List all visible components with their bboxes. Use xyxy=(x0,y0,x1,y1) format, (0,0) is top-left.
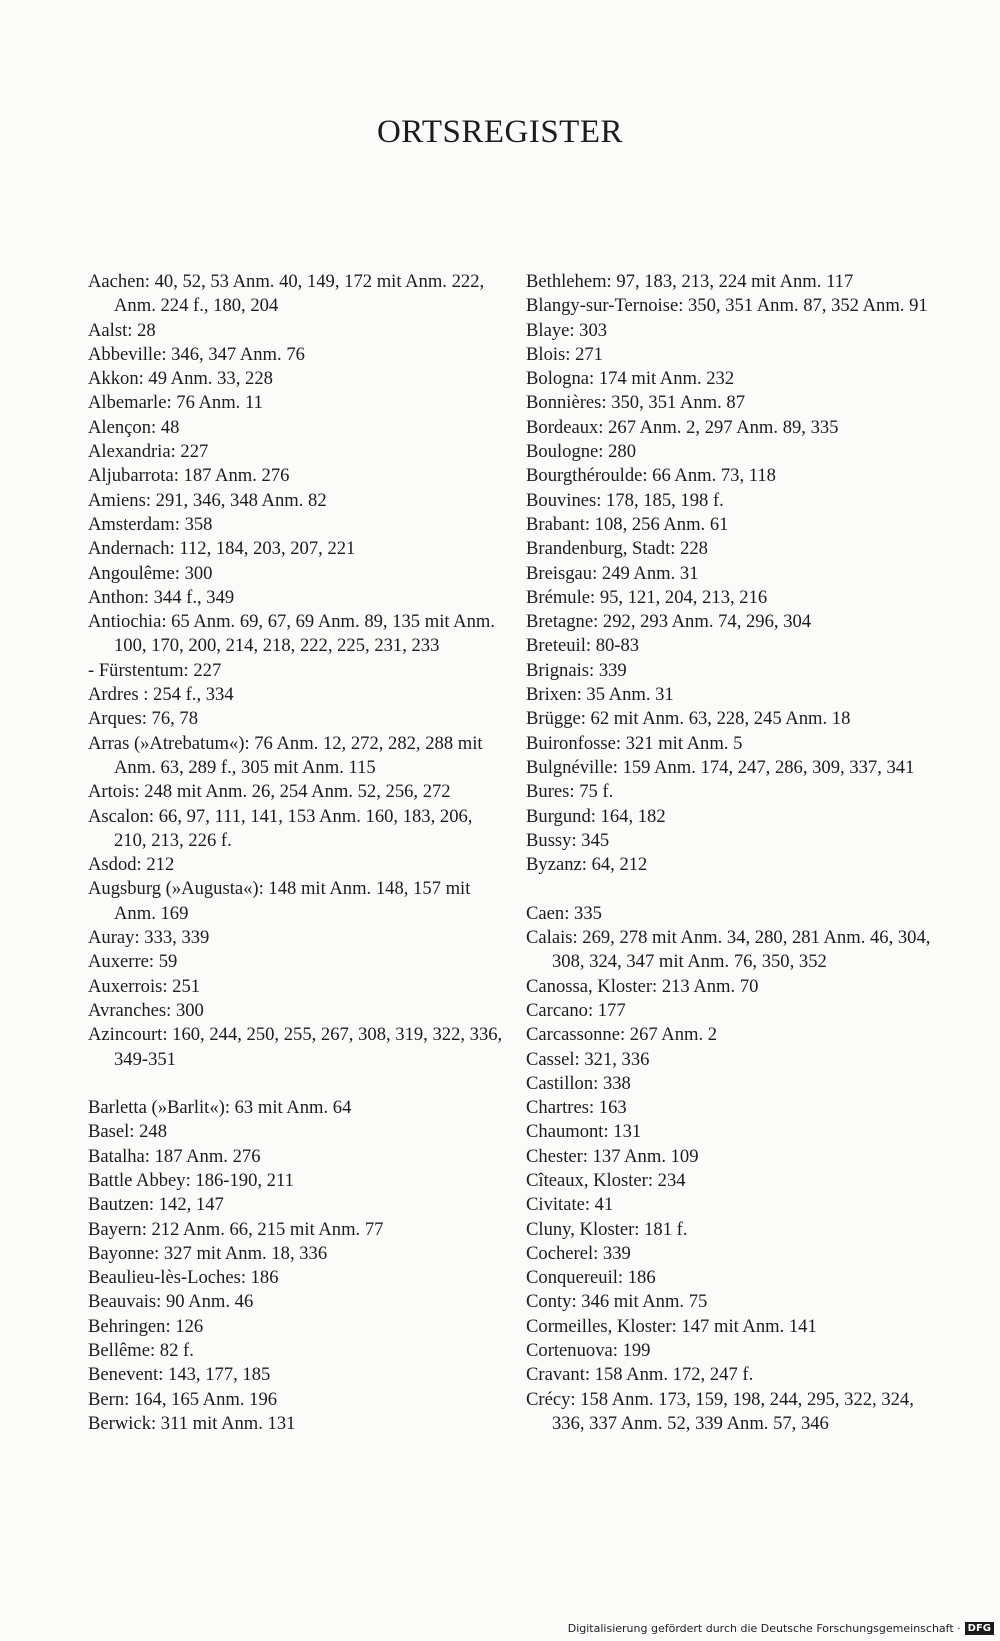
index-entry: Abbeville: 346, 347 Anm. 76 xyxy=(88,343,305,365)
index-entry: Cocherel: 339 xyxy=(526,1242,631,1264)
index-entry: Augsburg (»Augusta«): 148 mit Anm. 148, 157 mit Anm. 169 xyxy=(88,878,471,924)
index-entry: Barletta (»Barlit«): 63 mit Anm. 64 xyxy=(88,1097,352,1119)
index-entry: Antiochia: 65 Anm. 69, 67, 69 Anm. 89, 135 mit Anm. 100, 170, 200, 214, 218, 222, 225, 231, 233 xyxy=(88,611,496,657)
index-entry: Bern: 164, 165 Anm. 196 xyxy=(88,1388,278,1410)
index-entry: Cravant: 158 Anm. 172, 247 f. xyxy=(526,1364,754,1386)
index-entry: Alençon: 48 xyxy=(88,416,180,438)
index-entry: Bayonne: 327 mit Anm. 18, 336 xyxy=(88,1242,328,1264)
index-entry: Canossa, Kloster: 213 Anm. 70 xyxy=(526,975,759,997)
index-entry: Blaye: 303 xyxy=(526,319,608,341)
index-entry: Cortenuova: 199 xyxy=(526,1340,651,1362)
index-entry: Brabant: 108, 256 Anm. 61 xyxy=(526,513,729,535)
index-entry: Artois: 248 mit Anm. 26, 254 Anm. 52, 256, 272 xyxy=(88,781,451,803)
index-entry: Conty: 346 mit Anm. 75 xyxy=(526,1291,708,1313)
index-entry: Amiens: 291, 346, 348 Anm. 82 xyxy=(88,489,327,511)
section-gap xyxy=(526,877,946,901)
index-entry: Bulgnéville: 159 Anm. 174, 247, 286, 309, 337, 341 xyxy=(526,756,915,778)
index-entry: Bayern: 212 Anm. 66, 215 mit Anm. 77 xyxy=(88,1218,384,1240)
index-entry: Auxerre: 59 xyxy=(88,951,178,973)
index-entry: Aachen: 40, 52, 53 Anm. 40, 149, 172 mit Anm. 222, Anm. 224 f., 180, 204 xyxy=(88,271,485,317)
index-entry: Burgund: 164, 182 xyxy=(526,805,666,827)
index-entry: Cassel: 321, 336 xyxy=(526,1048,650,1070)
index-entry: Breteuil: 80-83 xyxy=(526,635,640,657)
index-entry: Akkon: 49 Anm. 33, 228 xyxy=(88,368,273,390)
index-entry: Bellême: 82 f. xyxy=(88,1340,194,1362)
index-entry: - Fürstentum: 227 xyxy=(88,659,222,681)
index-entry: Carcano: 177 xyxy=(526,999,626,1021)
index-entry: Angoulême: 300 xyxy=(88,562,213,584)
index-entry: Caen: 335 xyxy=(526,902,602,924)
index-entry: Chaumont: 131 xyxy=(526,1121,642,1143)
index-entry: Behringen: 126 xyxy=(88,1315,204,1337)
index-entry: Cluny, Kloster: 181 f. xyxy=(526,1218,688,1240)
index-entry: Byzanz: 64, 212 xyxy=(526,854,648,876)
index-entry: Cîteaux, Kloster: 234 xyxy=(526,1169,686,1191)
index-entry: Crécy: 158 Anm. 173, 159, 198, 244, 295, 322, 324, 336, 337 Anm. 52, 339 Anm. 57, 346 xyxy=(526,1388,914,1434)
index-column-left xyxy=(88,270,508,1436)
index-entry: Buironfosse: 321 mit Anm. 5 xyxy=(526,732,743,754)
index-entry: Bordeaux: 267 Anm. 2, 297 Anm. 89, 335 xyxy=(526,416,839,438)
index-entry: Asdod: 212 xyxy=(88,854,175,876)
index-entry: Albemarle: 76 Anm. 11 xyxy=(88,392,263,414)
index-entry: Conquereuil: 186 xyxy=(526,1267,656,1289)
index-entry: Bouvines: 178, 185, 198 f. xyxy=(526,489,724,511)
index-entry: Carcassonne: 267 Anm. 2 xyxy=(526,1024,718,1046)
index-entry: Calais: 269, 278 mit Anm. 34, 280, 281 Anm. 46, 304, 308, 324, 347 mit Anm. 76, 350, 352 xyxy=(526,927,931,973)
index-entry: Brémule: 95, 121, 204, 213, 216 xyxy=(526,586,768,608)
index-entry: Aljubarrota: 187 Anm. 276 xyxy=(88,465,290,487)
index-entry: Chester: 137 Anm. 109 xyxy=(526,1145,699,1167)
index-entry: Bourgthéroulde: 66 Anm. 73, 118 xyxy=(526,465,776,487)
index-entry: Civitate: 41 xyxy=(526,1194,614,1216)
index-entry: Arras (»Atrebatum«): 76 Anm. 12, 272, 282, 288 mit Anm. 63, 289 f., 305 mit Anm. 115 xyxy=(88,732,483,778)
index-entry: Blangy-sur-Ternoise: 350, 351 Anm. 87, 352 Anm. 91 xyxy=(526,295,928,317)
index-entry: Bussy: 345 xyxy=(526,829,610,851)
index-entry: Beauvais: 90 Anm. 46 xyxy=(88,1291,254,1313)
index-entry: Brixen: 35 Anm. 31 xyxy=(526,684,674,706)
dfg-logo-icon: DFG xyxy=(965,1622,994,1635)
page-title: ORTSREGISTER xyxy=(376,114,624,150)
index-entry: Brandenburg, Stadt: 228 xyxy=(526,538,708,560)
index-entry: Auray: 333, 339 xyxy=(88,927,210,949)
index-entry: Bautzen: 142, 147 xyxy=(88,1194,224,1216)
index-column-right xyxy=(526,270,946,1436)
index-entry: Brügge: 62 mit Anm. 63, 228, 245 Anm. 18 xyxy=(526,708,851,730)
index-entry: Anthon: 344 f., 349 xyxy=(88,586,235,608)
index-entry: Arques: 76, 78 xyxy=(88,708,199,730)
index-entry: Bethlehem: 97, 183, 213, 224 mit Anm. 117 xyxy=(526,271,854,292)
section-gap xyxy=(88,1072,508,1096)
index-entry: Battle Abbey: 186-190, 211 xyxy=(88,1169,294,1191)
index-entry: Ascalon: 66, 97, 111, 141, 153 Anm. 160, 183, 206, 210, 213, 226 f. xyxy=(88,805,473,851)
index-entry: Andernach: 112, 184, 203, 207, 221 xyxy=(88,538,356,560)
index-entry: Bonnières: 350, 351 Anm. 87 xyxy=(526,392,745,414)
index-entry: Castillon: 338 xyxy=(526,1072,631,1094)
footer-text: Digitalisierung gefördert durch die Deutsche Forschungsgemeinschaft · xyxy=(567,1622,961,1635)
index-entry: Batalha: 187 Anm. 276 xyxy=(88,1145,261,1167)
index-entry: Berwick: 311 mit Anm. 131 xyxy=(88,1412,296,1434)
footer xyxy=(568,1622,994,1635)
index-entry: Bretagne: 292, 293 Anm. 74, 296, 304 xyxy=(526,611,812,633)
index-entry: Chartres: 163 xyxy=(526,1097,627,1119)
index-entry: Blois: 271 xyxy=(526,343,603,365)
index-entry: Auxerrois: 251 xyxy=(88,975,201,997)
index-entry: Bures: 75 f. xyxy=(526,781,614,803)
index-entry: Benevent: 143, 177, 185 xyxy=(88,1364,271,1386)
index-entry: Beaulieu-lès-Loches: 186 xyxy=(88,1267,279,1289)
index-entry: Basel: 248 xyxy=(88,1121,168,1143)
index-entry: Aalst: 28 xyxy=(88,319,156,341)
index-entry: Bologna: 174 mit Anm. 232 xyxy=(526,368,735,390)
index-entry: Cormeilles, Kloster: 147 mit Anm. 141 xyxy=(526,1315,817,1337)
index-entry: Alexandria: 227 xyxy=(88,441,209,463)
index-entry: Breisgau: 249 Anm. 31 xyxy=(526,562,699,584)
index-entry: Brignais: 339 xyxy=(526,659,627,681)
index-entry: Amsterdam: 358 xyxy=(88,513,213,535)
index-entry: Azincourt: 160, 244, 250, 255, 267, 308, 319, 322, 336, 349-351 xyxy=(88,1024,503,1070)
index-entry: Avranches: 300 xyxy=(88,999,204,1021)
index-entry: Boulogne: 280 xyxy=(526,441,637,463)
index-entry: Ardres : 254 f., 334 xyxy=(88,684,234,706)
